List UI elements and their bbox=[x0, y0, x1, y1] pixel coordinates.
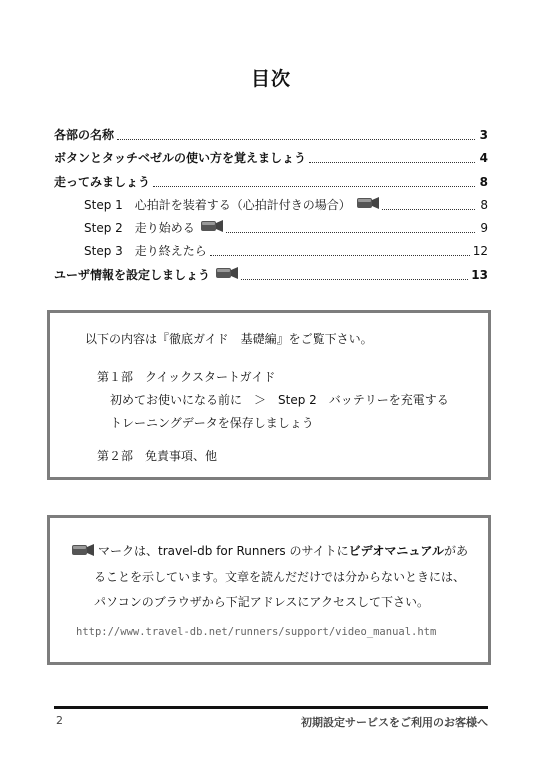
page-number: 2 bbox=[56, 714, 63, 727]
toc-entry-part-names bbox=[54, 126, 488, 144]
toc-entry-step3 bbox=[84, 242, 488, 260]
toc-leader bbox=[117, 138, 475, 140]
notice-line1-pre: マークは、travel-db for Runners のサイトに bbox=[98, 544, 349, 558]
page-title: 目次 bbox=[250, 68, 291, 90]
guide-part2: 第２部 免責事項、他 bbox=[97, 449, 218, 463]
toc-page: 3 bbox=[479, 128, 488, 142]
toc-label: 各部の名称 bbox=[54, 128, 115, 142]
toc-page: 8 bbox=[479, 175, 488, 189]
toc-page: 12 bbox=[472, 244, 488, 258]
toc-leader bbox=[309, 161, 475, 163]
video-camera-icon bbox=[357, 196, 379, 214]
toc-leader bbox=[382, 208, 475, 210]
toc-leader bbox=[241, 278, 468, 280]
notice-video-manual: ビデオマニュアル bbox=[348, 544, 444, 558]
guide-part1: 第１部 クイックスタートガイド bbox=[97, 370, 276, 384]
guide-intro: 以下の内容は『徹底ガイド 基礎編』をご覧下さい。 bbox=[85, 332, 373, 346]
notice-line2: ることを示しています。文章を読んだだけでは分からないときには、 bbox=[94, 570, 466, 584]
toc-label: Step 3 走り終えたら bbox=[84, 244, 207, 258]
toc-entry-user-info bbox=[54, 266, 488, 284]
footer-rule bbox=[54, 706, 488, 709]
video-camera-icon bbox=[72, 544, 94, 559]
toc-page: 8 bbox=[480, 198, 488, 212]
toc-leader bbox=[153, 185, 475, 187]
guide-part1-line2: トレーニングデータを保存しましょう bbox=[110, 416, 314, 430]
toc-label: Step 2 走り始める bbox=[84, 221, 195, 235]
toc-label: ボタンとタッチベゼルの使い方を覚えましょう bbox=[54, 151, 307, 165]
toc-entry-buttons-bezel bbox=[54, 149, 488, 167]
toc-leader bbox=[210, 254, 470, 256]
toc-label: Step 1 心拍計を装着する（心拍計付きの場合） bbox=[84, 198, 351, 212]
toc-page: 4 bbox=[479, 151, 488, 165]
video-manual-notice-box bbox=[47, 515, 491, 665]
reference-guide-box bbox=[47, 310, 491, 480]
toc-label: ユーザ情報を設定しましょう bbox=[54, 268, 211, 282]
guide-part1-line1: 初めてお使いになる前に ＞ Step 2 バッテリーを充電する bbox=[110, 393, 449, 407]
toc-page: 13 bbox=[471, 268, 488, 282]
toc-entry-step1 bbox=[84, 196, 488, 214]
notice-line3: パソコンのブラウザから下記アドレスにアクセスして下さい。 bbox=[94, 595, 430, 609]
notice-line1 bbox=[72, 542, 468, 559]
video-camera-icon bbox=[216, 266, 238, 284]
toc-label: 走ってみましょう bbox=[54, 175, 151, 189]
toc-entry-step2 bbox=[84, 219, 488, 237]
video-camera-icon bbox=[201, 219, 223, 237]
video-manual-url[interactable]: http://www.travel-db.net/runners/support/video_manual.htm bbox=[76, 626, 437, 638]
footer-title: 初期設定サービスをご利用のお客様へ bbox=[301, 716, 488, 729]
notice-line1-post: があ bbox=[443, 544, 468, 558]
toc-leader bbox=[226, 231, 475, 233]
toc-page: 9 bbox=[480, 221, 488, 235]
toc-entry-lets-run bbox=[54, 173, 488, 191]
